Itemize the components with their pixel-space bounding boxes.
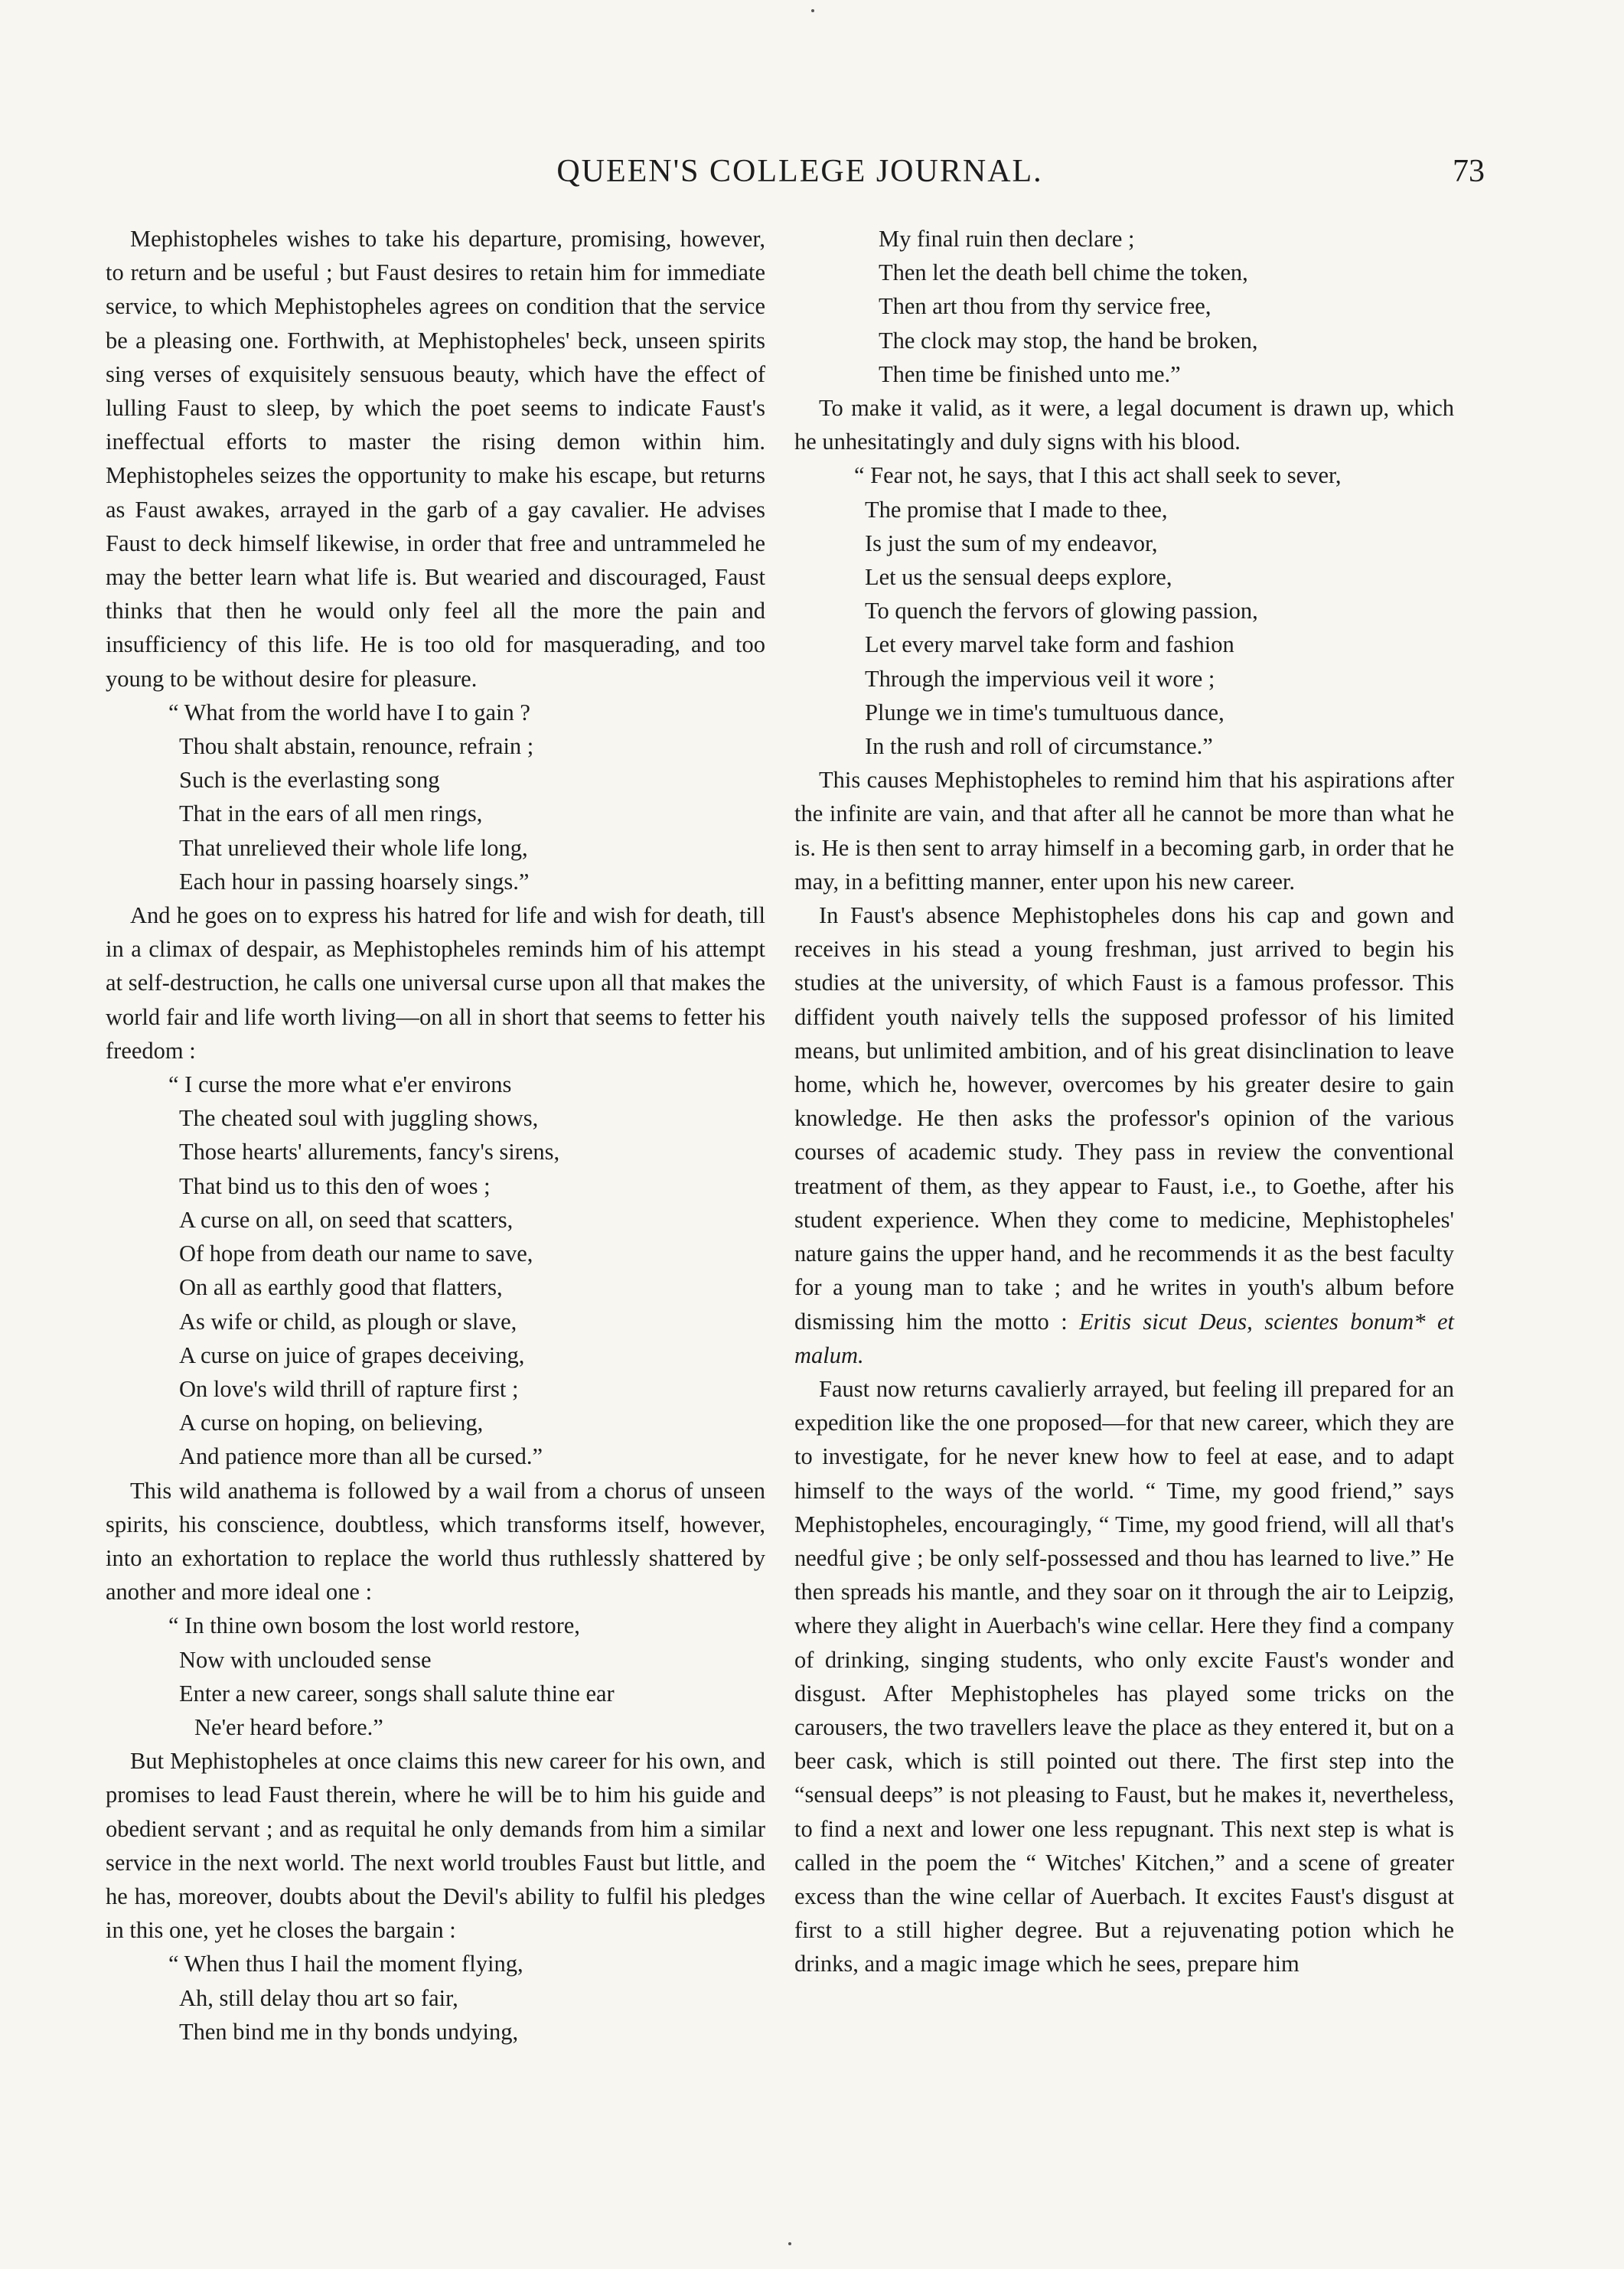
verse-line: Ne'er heard before.” xyxy=(194,1713,383,1740)
verse-line: That bind us to this den of woes ; xyxy=(179,1172,491,1199)
verse-line: That unrelieved their whole life long, xyxy=(179,834,528,861)
verse-line: Then art thou from thy service free, xyxy=(879,293,1211,320)
verse-line: The clock may stop, the hand be broken, xyxy=(879,327,1258,354)
verse-line: Each hour in passing hoarsely sings.” xyxy=(179,868,530,895)
verse-line: A curse on hoping, on believing, xyxy=(179,1410,484,1436)
verse-line: Thou shalt abstain, renounce, refrain ; xyxy=(179,733,534,760)
verse-block xyxy=(106,1609,765,1744)
verse-line: That in the ears of all men rings, xyxy=(179,800,483,827)
page-header xyxy=(115,153,1485,199)
verse-line: A curse on all, on seed that scatters, xyxy=(179,1206,514,1233)
verse-line: “ Fear not, he says, that I this act shall seek to sever, xyxy=(854,462,1342,489)
verse-line: Then bind me in thy bonds undying, xyxy=(179,2018,519,2045)
scan-speck xyxy=(811,9,814,12)
latin-motto: Eritis sicut Deus, scientes bonum* et malum. xyxy=(794,1308,1455,1368)
verse-line: A curse on juice of grapes deceiving, xyxy=(179,1342,525,1368)
verse-line: Those hearts' allurements, fancy's sirens, xyxy=(179,1139,560,1165)
paragraph: Faust now returns cavalierly arrayed, but feeling ill prepared for an expedition like the one proposed—for that new career, which they are to investigate, for he never knew how to feel at ease, and to adapt himself to the ways of the world. “ Time, my good friend,” says Mephistopheles, encouragingly, “ Time, my good friend, will all that's needful give ; be only self-possessed and thou has learned to live.” He then spreads his mantle, and they soar on it through the air to Leipzig, where they alight in Auerbach's wine cellar. Here they find a company of drinking, singing students, who only excite Faust's wonder and disgust. After Mephistopheles has played some tricks on the carousers, the two travellers leave the place as they entered it, but on a beer cask, which is still pointed out there. The first step into the “sensual deeps” is not pleasing to Faust, but he makes it, nevertheless, to find a next and lower one less repugnant. This next step is what is called in the poem the “ Witches' Kitchen,” and a scene of greater excess than the wine cellar of Auerbach. It excites Faust's disgust at first to a still higher degree. But a rejuvenating potion which he drinks, and a magic image which he sees, prepare him xyxy=(794,1375,1454,1977)
verse-block xyxy=(106,696,765,898)
verse-line: “ I curse the more what e'er environs xyxy=(168,1071,512,1098)
verse-line: Such is the everlasting song xyxy=(179,767,440,794)
verse-line: “ When thus I hail the moment flying, xyxy=(168,1951,523,1977)
verse-line: Of hope from death our name to save, xyxy=(179,1240,533,1267)
verse-line: To quench the fervors of glowing passion, xyxy=(865,598,1258,624)
verse-line: In the rush and roll of circumstance.” xyxy=(865,733,1213,760)
paragraph: This wild anathema is followed by a wail from a chorus of unseen spirits, his conscience, doubtless, which transforms itself, however, into an exhortation to replace the world thus ruthlessly shattered by another and more ideal one : xyxy=(106,1477,765,1606)
verse-line: Plunge we in time's tumultuous dance, xyxy=(865,699,1225,725)
verse-line: Then let the death bell chime the token, xyxy=(879,259,1248,286)
paragraph: Mephistopheles wishes to take his departure, promising, however, to return and be useful ; but Faust desires to retain him for immediate service, to which Mephistopheles agrees on condition that the service be a pleasing one. Forthwith, at Mephistopheles' beck, unseen spirits sing verses of exquisitely sensuous beauty, which have the effect of lulling Faust to sleep, by which the poet seems to indicate Faust's ineffectual efforts to master the rising demon within him. Mephistopheles seizes the opportunity to make his escape, but returns as Faust awakes, arrayed in the garb of a gay cavalier. He advises Faust to deck himself likewise, in order that free and untrammeled he may the better learn what life is. But wearied and discouraged, Faust thinks that then he would only feel all the more the pain and insufficiency of this life. He is too old for masquerading, and too young to be without desire for pleasure. xyxy=(106,226,765,692)
verse-line: As wife or child, as plough or slave, xyxy=(179,1308,517,1335)
verse-block xyxy=(794,222,1454,391)
verse-line: On love's wild thrill of rapture first ; xyxy=(179,1375,519,1402)
verse-line: “ In thine own bosom the lost world restore, xyxy=(168,1612,580,1639)
verse-line: And patience more than all be cursed.” xyxy=(179,1443,543,1470)
journal-title: QUEEN'S COLLEGE JOURNAL. xyxy=(556,154,1043,189)
left-column xyxy=(106,222,765,2049)
verse-block xyxy=(106,1068,765,1473)
verse-line: Ah, still delay thou art so fair, xyxy=(179,1984,458,2011)
verse-line: The promise that I made to thee, xyxy=(865,496,1168,523)
verse-line: My final ruin then declare ; xyxy=(879,226,1135,252)
paragraph: This causes Mephistopheles to remind him that his aspirations after the infinite are vain, and that after all he cannot be more than what he is. He is then sent to array himself in a becoming garb, in order that he may, in a befitting manner, enter upon his new career. xyxy=(794,767,1454,895)
paragraph xyxy=(794,898,1454,1372)
verse-line: Let us the sensual deeps explore, xyxy=(865,564,1172,591)
verse-line: The cheated soul with juggling shows, xyxy=(179,1105,539,1132)
verse-line: Let every marvel take form and fashion xyxy=(865,631,1234,658)
paragraph: And he goes on to express his hatred for life and wish for death, till in a climax of despair, as Mephistopheles reminds him of his attempt at self-destruction, he calls one universal curse upon all that makes the world fair and life worth living—on all in short that seems to fetter his freedom : xyxy=(106,902,765,1064)
verse-line: Is just the sum of my endeavor, xyxy=(865,530,1158,556)
verse-line: “ What from the world have I to gain ? xyxy=(168,699,530,725)
page-number: 73 xyxy=(1453,154,1485,189)
verse-line: On all as earthly good that flatters, xyxy=(179,1274,503,1301)
verse-line: Enter a new career, songs shall salute thine ear xyxy=(179,1680,615,1707)
paragraph: But Mephistopheles at once claims this new career for his own, and promises to lead Faust therein, where he will be to him his guide and obedient servant ; and as requital he only demands from him a similar service in the next world. The next world troubles Faust but little, and he has, moreover, doubts about the Devil's ability to fulfil his pledges in this one, yet he closes the bargain : xyxy=(106,1748,765,1944)
verse-block xyxy=(794,458,1454,763)
verse-line: Then time be finished unto me.” xyxy=(879,360,1181,387)
verse-line: Through the impervious veil it wore ; xyxy=(865,665,1215,692)
paragraph: To make it valid, as it were, a legal document is drawn up, which he unhesitatingly and duly signs with his blood. xyxy=(794,395,1454,455)
scan-speck xyxy=(788,2242,791,2245)
right-column xyxy=(794,222,1454,1981)
verse-line: Now with unclouded sense xyxy=(179,1646,432,1673)
verse-block xyxy=(106,1947,765,2049)
paragraph-text: In Faust's absence Mephistopheles dons his cap and gown and receives in his stead a young freshman, just arrived to begin his studies at the university, of which Faust is a famous professor. This diffident youth naively tells the supposed professor of his limited means, but unlimited ambition, and of his great disinclination to leave home, which he, however, overcomes by his greater desire to gain knowledge. He then asks the professor's opinion of the various courses of academic study. They pass in review the conventional treatment of them, as they appear to Faust, i.e., to Goethe, after his student experience. When they come to medicine, Mephistopheles' nature gains the upper hand, and he recommends it as the best faculty for a young man to take ; and he writes in youth's album before dismissing him the motto : xyxy=(794,902,1454,1335)
